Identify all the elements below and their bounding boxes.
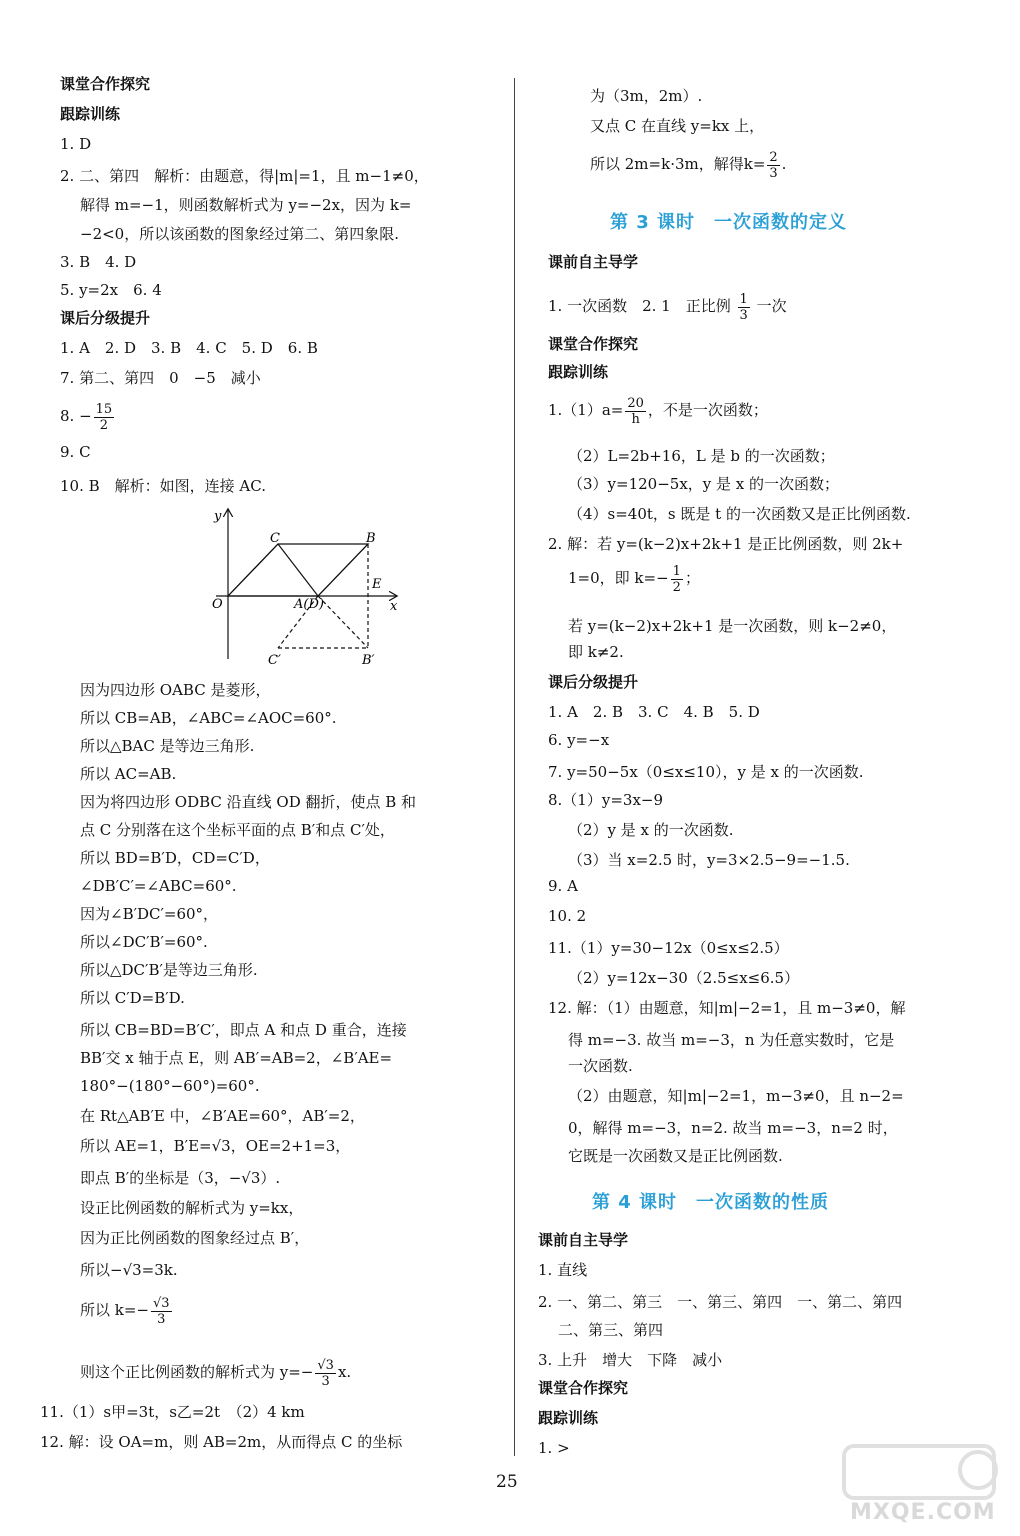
- cont-line3-prefix: 所以 2m=k·3m，解得k=: [590, 155, 766, 173]
- lesson4-title: 第 4 课时 一次函数的性质: [592, 1192, 830, 1213]
- fraction: [671, 564, 683, 595]
- k8-2: （2）y 是 x 的一次函数.: [568, 821, 734, 839]
- sol-line23: [80, 1354, 351, 1390]
- sol-line8: ∠DB′C′=∠ABC=60°.: [80, 877, 237, 895]
- answer-1: 1. D: [60, 135, 92, 153]
- g2-line2-prefix: 1=0，即 k=−: [568, 569, 669, 587]
- sol-line16: 在 Rt△AB′E 中，∠B′AE=60°，AB′=2，: [80, 1107, 365, 1125]
- fraction-denominator: 2: [99, 417, 109, 433]
- heading-gz2: 跟踪训练: [538, 1409, 599, 1427]
- fraction-denominator: 3: [739, 307, 748, 323]
- label-c2: C′: [268, 653, 281, 664]
- k8-1: 8.（1）y=3x−9: [548, 791, 664, 809]
- heading-kt: 课堂合作探究: [548, 335, 639, 353]
- segment-ad: [318, 544, 368, 596]
- p2-line1: 2. 一、第二、第三 一、第三、第四 一、第二、第四: [538, 1293, 903, 1311]
- fraction: [767, 150, 779, 181]
- sol-line2: 所以 CB=AB，∠ABC=∠AOC=60°.: [80, 709, 337, 727]
- k12-line2: 得 m=−3. 故当 m=−3，n 为任意实数时，它是: [568, 1031, 895, 1049]
- sol-line22-prefix: 所以 k=−: [80, 1301, 149, 1319]
- answer-5-6: 5. y=2x 6. 4: [60, 281, 162, 299]
- segment-ac: [278, 544, 318, 596]
- fraction-denominator: 3: [769, 165, 778, 181]
- heading-gz: 跟踪训练: [548, 363, 609, 381]
- fraction-denominator: 2: [672, 579, 681, 595]
- heading-kq: 课前自主导学: [548, 253, 639, 271]
- label-b2: B′: [362, 653, 375, 664]
- fraction: [738, 292, 750, 323]
- label-ad: A(D): [294, 597, 324, 612]
- fraction-numerator: √3: [317, 1357, 334, 1373]
- label-o: O: [212, 597, 223, 612]
- fraction: [625, 396, 646, 427]
- k12-line3: 一次函数.: [568, 1057, 633, 1075]
- lesson3-title: 第 3 课时 一次函数的定义: [610, 212, 848, 233]
- label-c: C: [270, 531, 280, 546]
- heading-ketang: 课堂合作探究: [60, 75, 151, 93]
- answer-b7: 7. 第二、第四 0 −5 减小: [60, 369, 261, 387]
- cont-line3: [590, 146, 786, 182]
- rhombus-figure: [206, 504, 406, 664]
- k8-3: （3）当 x=2.5 时，y=3×2.5−9=−1.5.: [568, 851, 850, 869]
- watermark-text: MXQE.COM: [850, 1500, 996, 1525]
- heading-kh: 课后分级提升: [548, 673, 639, 691]
- heading-kehou: 课后分级提升: [60, 309, 151, 327]
- sol-line22: [80, 1292, 174, 1328]
- k11-1: 11.（1）y=30−12x（0≤x≤2.5）: [548, 939, 789, 957]
- page-number: 25: [496, 1472, 518, 1492]
- g1-line3: （3）y=120−5x，y 是 x 的一次函数；: [568, 475, 840, 493]
- fraction-numerator: 1: [672, 563, 681, 579]
- sol-line9: 因为∠B′DC′=60°，: [80, 905, 219, 923]
- answer-2-line3: −2<0，所以该函数的图象经过第二、第四象限.: [80, 225, 399, 243]
- fraction-numerator: 1: [739, 291, 748, 307]
- k11-2: （2）y=12x−30（2.5≤x≤6.5）: [568, 969, 800, 987]
- g2-line2-suffix: ；: [684, 569, 700, 587]
- cont-line2: 又点 C 在直线 y=kx 上，: [590, 117, 765, 135]
- heading-genzong: 跟踪训练: [60, 105, 121, 123]
- sol-line10: 所以∠DC′B′=60°.: [80, 933, 208, 951]
- answer-b9: 9. C: [60, 443, 91, 461]
- k12-line1: 12. 解：（1）由题意，知|m|−2=1，且 m−3≠0，解: [548, 999, 906, 1017]
- fraction-numerator: 2: [769, 149, 778, 165]
- kq-prefix: 1. 一次函数 2. 1 正比例: [548, 297, 731, 315]
- sol-line4: 所以 AC=AB.: [80, 765, 177, 783]
- cont-line1: 为（3m，2m）.: [590, 87, 703, 105]
- k12-line4: （2）由题意，知|m|−2=1，m−3≠0，且 n−2=: [568, 1087, 904, 1105]
- answer-b8: [60, 398, 116, 434]
- segment-a-b2: [318, 596, 368, 648]
- p1: 1. 直线: [538, 1261, 588, 1279]
- k12-line5: 0，解得 m=−3，n=2. 故当 m=−3，n=2 时，: [568, 1119, 898, 1137]
- g1-line1: [548, 392, 768, 428]
- g1-line2: （2）L=2b+16，L 是 b 的一次函数；: [568, 447, 835, 465]
- fraction: [315, 1358, 336, 1389]
- sol-line15: 180°−(180°−60°)=60°.: [80, 1077, 260, 1095]
- sol-line23-prefix: 则这个正比例函数的解析式为 y=−: [80, 1363, 314, 1381]
- k1-5: 1. A 2. B 3. C 4. B 5. D: [548, 703, 760, 721]
- g1-suffix: ，不是一次函数；: [647, 401, 768, 419]
- heading-kt2: 课堂合作探究: [538, 1379, 629, 1397]
- column-divider: [514, 78, 515, 1456]
- answer-3-4: 3. B 4. D: [60, 253, 137, 271]
- k7: 7. y=50−5x（0≤x≤10），y 是 x 的一次函数.: [548, 763, 864, 781]
- g1-line4: （4）s=40t，s 既是 t 的一次函数又是正比例函数.: [568, 505, 911, 523]
- p2-line2: 二、第三、第四: [558, 1321, 664, 1339]
- label-b: B: [366, 531, 376, 546]
- sol-line19: 设正比例函数的解析式为 y=kx，: [80, 1199, 304, 1217]
- g1-prefix: 1.（1）a=: [548, 401, 624, 419]
- answer-b1-6: 1. A 2. D 3. B 4. C 5. D 6. B: [60, 339, 318, 357]
- kq-suffix: 一次: [756, 297, 787, 315]
- k10: 10. 2: [548, 907, 587, 925]
- label-y: y: [214, 509, 222, 524]
- sol-line20: 因为正比例函数的图象经过点 B′，: [80, 1229, 310, 1247]
- fraction: [94, 402, 115, 433]
- sol-line1: 因为四边形 OABC 是菱形，: [80, 681, 271, 699]
- answer-b8-prefix: 8. −: [60, 407, 92, 425]
- answer-2-line1: 2. 二、第四 解析：由题意，得|m|=1，且 m−1≠0，: [60, 167, 429, 185]
- fraction-numerator: √3: [153, 1295, 170, 1311]
- sol-line11: 所以△DC′B′是等边三角形.: [80, 961, 258, 979]
- fraction-denominator: 3: [157, 1311, 166, 1327]
- fraction-numerator: 15: [95, 401, 113, 417]
- sol-line13: 所以 CB=BD=B′C′，即点 A 和点 D 重合，连接: [80, 1021, 407, 1039]
- sol-line5: 因为将四边形 ODBC 沿直线 OD 翻折，使点 B 和: [80, 793, 417, 811]
- cont-line3-suffix: .: [781, 155, 787, 173]
- segment-o-c2: [228, 596, 278, 648]
- g2-line4: 即 k≠2.: [568, 643, 624, 661]
- k6: 6. y=−x: [548, 731, 610, 749]
- g2-line1: 2. 解：若 y=(k−2)x+2k+1 是正比例函数，则 2k+: [548, 535, 904, 553]
- sol-line12: 所以 C′D=B′D.: [80, 989, 185, 1007]
- sol-line21: 所以−√3=3k.: [80, 1261, 178, 1279]
- sol-line6: 点 C 分别落在这个坐标平面的点 B′和点 C′处，: [80, 821, 395, 839]
- q1: 1. >: [538, 1439, 570, 1457]
- sol-line14: BB′交 x 轴于点 E，则 AB′=AB=2，∠B′AE=: [80, 1049, 393, 1067]
- answer-b12: 12. 解：设 OA=m，则 AB=2m，从而得点 C 的坐标: [40, 1433, 403, 1451]
- g2-line2: [568, 560, 700, 596]
- label-e: E: [372, 577, 382, 592]
- k12-line6: 它既是一次函数又是正比例函数.: [568, 1147, 783, 1165]
- heading-kq2: 课前自主导学: [538, 1231, 629, 1249]
- answer-b11: 11.（1）s甲=3t，s乙=2t （2）4 km: [40, 1403, 305, 1421]
- answer-2-line2: 解得 m=−1，则函数解析式为 y=−2x，因为 k=: [80, 196, 412, 214]
- fraction-denominator: h: [631, 411, 640, 427]
- diagonal-ac: [228, 544, 278, 596]
- label-x: x: [390, 599, 398, 614]
- fraction-denominator: 3: [321, 1373, 330, 1389]
- sol-line17: 所以 AE=1，B′E=√3，OE=2+1=3，: [80, 1137, 351, 1155]
- fraction: [151, 1296, 172, 1327]
- sol-line18: 即点 B′的坐标是（3，−√3）.: [80, 1169, 281, 1187]
- g2-line3: 若 y=(k−2)x+2k+1 是一次函数，则 k−2≠0，: [568, 617, 897, 635]
- kq-answers: [548, 288, 787, 324]
- answer-b10: 10. B 解析：如图，连接 AC.: [60, 477, 266, 495]
- p3: 3. 上升 增大 下降 减小: [538, 1351, 723, 1369]
- sol-line3: 所以△BAC 是等边三角形.: [80, 737, 255, 755]
- fraction-numerator: 20: [627, 395, 644, 411]
- sol-line23-suffix: x.: [337, 1363, 352, 1381]
- k9: 9. A: [548, 877, 578, 895]
- sol-line7: 所以 BD=B′D，CD=C′D，: [80, 849, 270, 867]
